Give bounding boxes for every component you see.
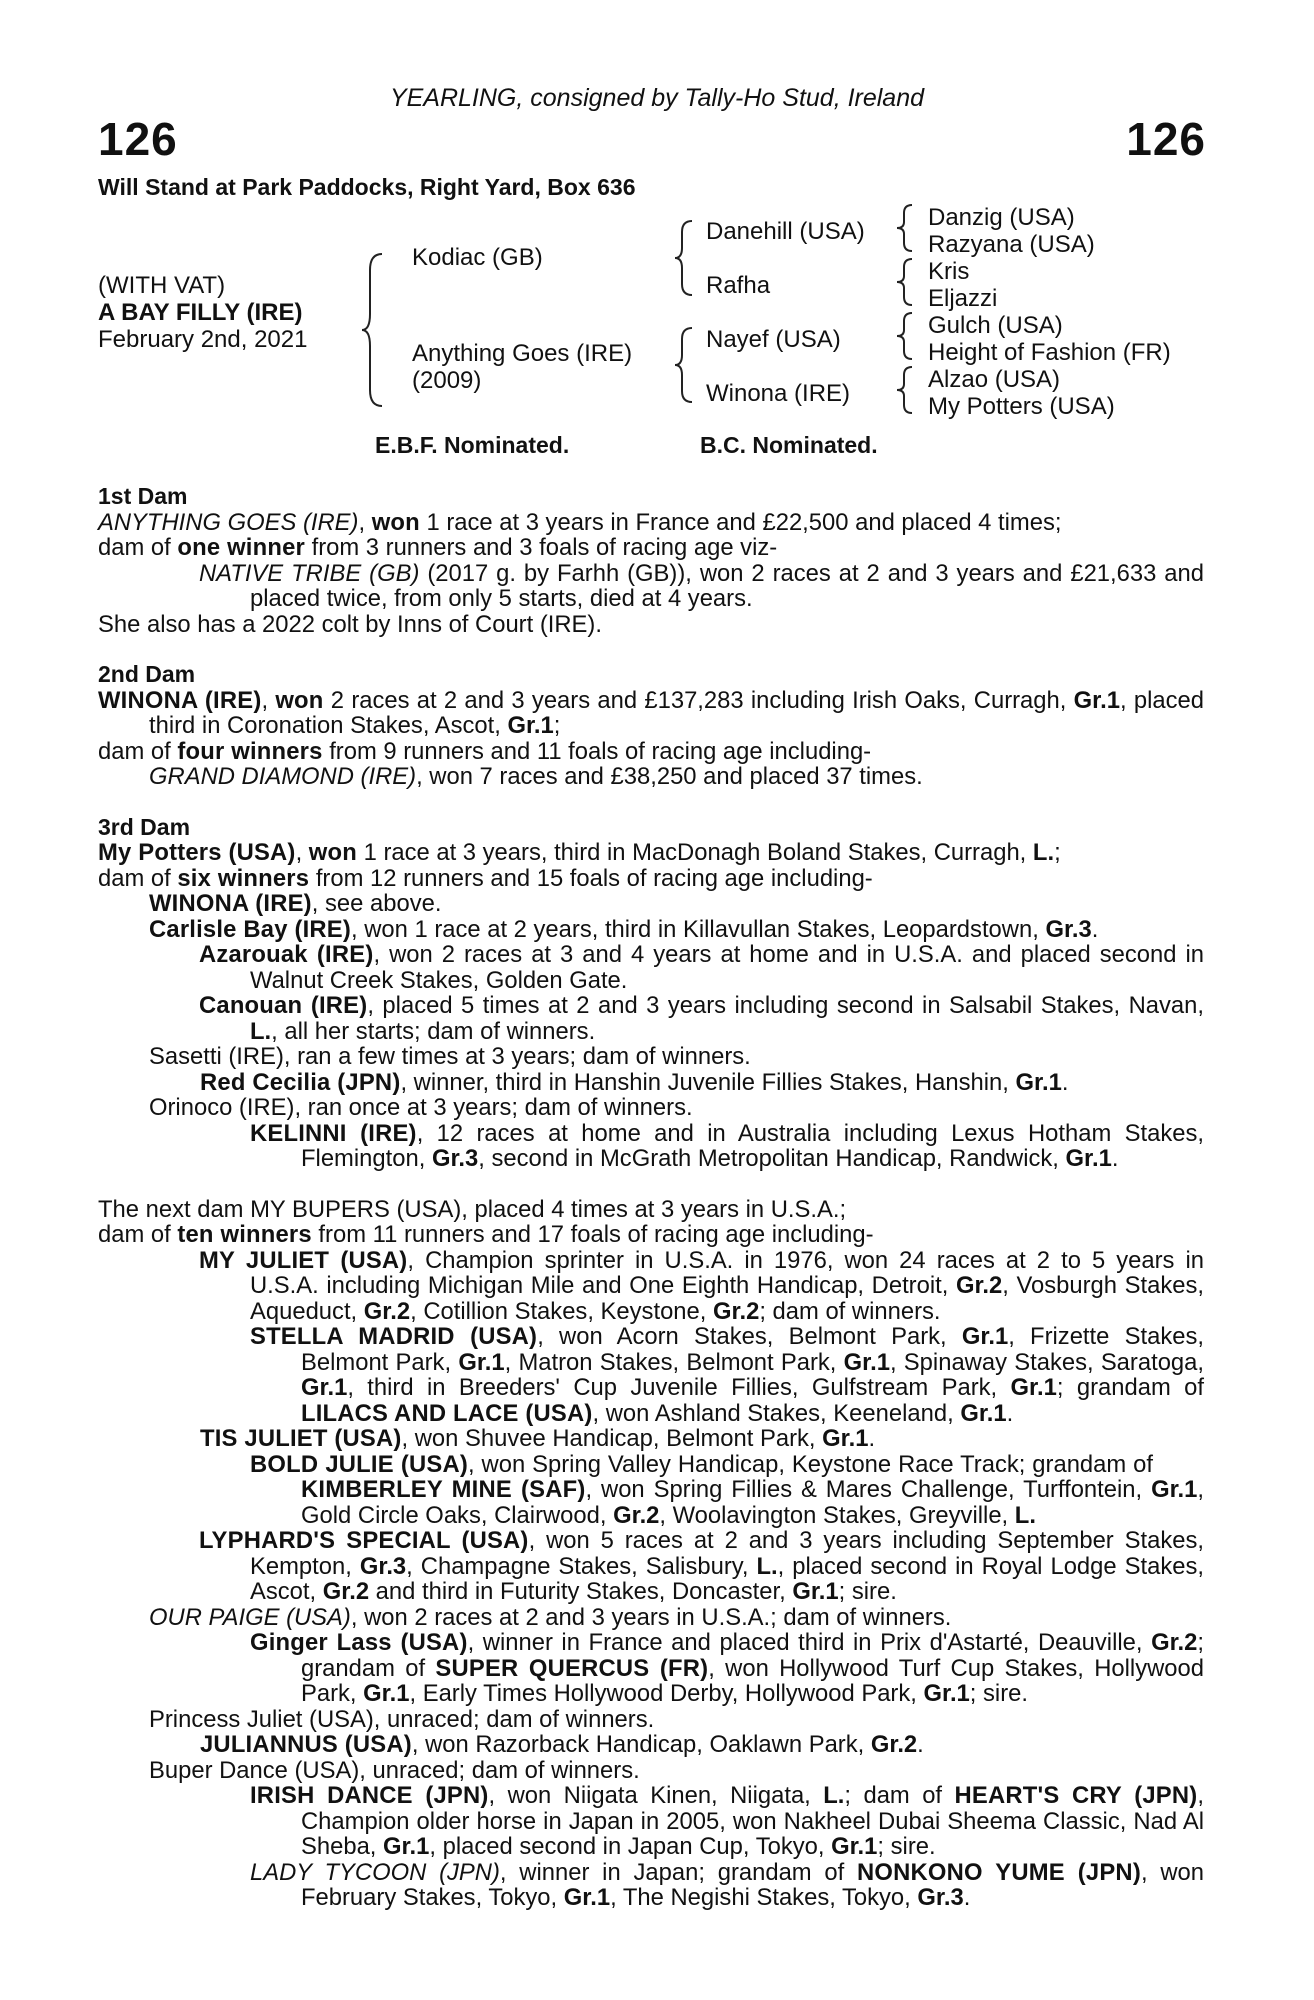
ggp-gulch: Gulch (USA)	[928, 312, 1063, 339]
next-dam-text: The next dam MY BUPERS (USA), placed 4 times at 3 years in U.S.A.;	[98, 1195, 847, 1223]
dam-name: Anything Goes (IRE)	[412, 340, 633, 367]
ggp-danzig: Danzig (USA)	[928, 204, 1075, 231]
dam-year: (2009)	[412, 367, 482, 394]
dam-dam: Winona (IRE)	[706, 380, 851, 407]
dam-brace	[672, 325, 698, 405]
sire-name: Kodiac (GB)	[412, 244, 543, 271]
bc-nominated: B.C. Nominated.	[700, 432, 878, 458]
foaled-date: February 2nd, 2021	[98, 326, 308, 353]
brace-3	[894, 310, 918, 362]
stand-location: Will Stand at Park Paddocks, Right Yard, Box 636	[98, 174, 636, 200]
dam-sire: Nayef (USA)	[706, 326, 841, 353]
vat-note: (WITH VAT)	[98, 272, 226, 299]
sire-sire: Danehill (USA)	[706, 218, 865, 245]
lot-number-right: 126	[1126, 113, 1206, 165]
second-dam-heading: 2nd Dam	[98, 661, 196, 687]
brace-1	[894, 202, 918, 254]
first-dam-heading: 1st Dam	[98, 483, 188, 509]
brace-4	[894, 364, 918, 416]
brace-2	[894, 256, 918, 308]
ebf-nominated: E.B.F. Nominated.	[375, 432, 570, 458]
produce-grand-diamond: GRAND DIAMOND (IRE), won 7 races and £38,250 and placed 37 times.	[149, 763, 923, 790]
second-dam-text: WINONA (IRE), won 2 races at 2 and 3 years and £137,283 including Irish Oaks, Curragh, Gr.1, placed third in Coronation Stakes, Ascot, Gr.1;	[98, 686, 1204, 739]
sire-brace	[672, 218, 698, 298]
produce-native-tribe: NATIVE TRIBE (GB) (2017 g. by Farhh (GB)), won 2 races at 2 and 3 years and £21,633 and placed twice, from only 5 starts, died at 4 years.	[199, 559, 1205, 612]
ggp-razyana: Razyana (USA)	[928, 231, 1095, 258]
third-dam-heading: 3rd Dam	[98, 813, 191, 840]
ggp-my-potters: My Potters (USA)	[928, 393, 1115, 420]
third-dam-text: My Potters (USA), won 1 race at 3 years, third in MacDonagh Boland Stakes, Curragh, L.;	[98, 839, 1061, 866]
ggp-kris: Kris	[928, 258, 970, 285]
lot-number-left: 126	[98, 113, 178, 165]
produce-record: 1st Dam ANYTHING GOES (IRE), won 1 race at 3 years in France and £22,500 and placed 4 times; dam of one winner from 3 runners and 3 foals of racing age viz- NATIVE TRIBE (GB) (2017 g. by Farhh (GB)), won 2 races at 2 and 3 years and £21,633 and placed twice, from only 5 starts, died at 4 years. She also has a 2022 colt by Inns of Court (IRE). 2nd Dam WINONA (IRE), won 2 races at 2 and 3 years and £137,283 including Irish Oaks, Curragh, Gr.1, placed third in Coronation Stakes, Ascot, Gr.1; dam of four winners from 9 runners and 11 foals of racing age including- GRAND DIAMOND (IRE), won 7 races and £38,250 and placed 37 times. 3rd Dam My Potters (USA), won 1 race at 3 years, third in MacDonagh Boland Stakes, Curragh, L.; dam of six winners from 12 runners and 15 foals of racing age including- WINONA (IRE), see above. Carlisle Bay (IRE), won 1 race at 2 years, third in Killavullan Stakes, Leopardstown, Gr.3. Azarouak (IRE), won 2 races at 3 and 4 years at home and in U.S.A. and placed second in Walnut Creek Stakes, Golden Gate. Canouan (IRE), placed 5 times at 2 and 3 years including second in Salsabil Stakes, Navan, L., all her starts; dam of winners. Sasetti (IRE), ran a few times at 3 years; dam of winners. Red Cecilia (JPN), winner, third in Hanshin Juvenile Fillies Stakes, Hanshin, Gr.1. Orinoco (IRE), ran once at 3 years; dam of winners. KELINNI (IRE), 12 races at home and in Australia including Lexus Hotham Stakes, Flemington, Gr.3, second in McGrath Metropolitan Handicap, Randwick, Gr.1. The next dam MY BUPERS (USA), placed 4 times at 3 years in U.S.A.; dam of ten winners from 11 runners and 17 foals of racing age including- MY JULIET (USA), Champion sprinter in U.S.A. in 1976, won 24 races at 2 to 5 years in U.S.A. including Michigan Mile and One Eighth Handicap, Detroit, Gr.2, Vosburgh Stakes, Aqueduct, Gr.2, Cotillion Stakes, Keystone, Gr.2; dam of winners. STELLA MADRID (USA), won Acorn Stakes, Belmont Park, Gr.1, Frizette Stakes, Belmont Park, Gr.1, Matron Stakes, Belmont Park, Gr.1, Spinaway Stakes, Saratoga, Gr.1, third in Breeders' Cup Juvenile Fillies, Gulfstream Park, Gr.1; grandam of LILACS AND LACE (USA), won Ashland Stakes, Keeneland, Gr.1. TIS JULIET (USA), won Shuvee Handicap, Belmont Park, Gr.1. BOLD JULIE (USA), won Spring Valley Handicap, Keystone Race Track; grandam of KIMBERLEY MINE (SAF), won Spring Fillies & Mares Challenge, Turffontein, Gr.1, Gold Circle Oaks, Clairwood, Gr.2, Woolavington Stakes, Greyville, L. LYPHARD'S SPECIAL (USA), won 5 races at 2 and 3 years including September Stakes, Kempton, Gr.3, Champagne Stakes, Salisbury, L., placed second in Royal Lodge Stakes, Ascot, Gr.2 and third in Futurity Stakes, Doncaster, Gr.1; sire. OUR PAIGE (USA), won 2 races at 2 and 3 years in U.S.A.; dam of winners. Ginger Lass (USA), winner in France and placed third in Prix d'Astarté, Deauville, Gr.2; grandam of SUPER QUERCUS (FR), won Hollywood Turf Cup Stakes, Hollywood Park, Gr.1, Early Times Hollywood Derby, Hollywood Park, Gr.1; sire. Princess Juliet (USA), unraced; dam of winners. JULIANNUS (USA), won Razorback Handicap, Oaklawn Park, Gr.2. Buper Dance (USA), unraced; dam of winners. IRISH DANCE (JPN), won Niigata Kinen, Niigata, L.; dam of HEART'S CRY (JPN), Champion older horse in Japan in 2005, won Nakheel Dubai Sheema Classic, Nad Al Sheba, Gr.1, placed second in Japan Cup, Tokyo, Gr.1; sire. LADY TYCOON (JPN), winner in Japan; grandam of NONKONO YUME (JPN), won February Stakes, Tokyo, Gr.1, The Negishi Stakes, Tokyo, Gr.3.	[98, 483, 1205, 1911]
subject-name: A BAY FILLY (IRE)	[98, 299, 303, 326]
first-dam-text: ANYTHING GOES (IRE), won 1 race at 3 years in France and £22,500 and placed 4 times;	[98, 508, 1062, 536]
ggp-alzao: Alzao (USA)	[928, 366, 1061, 393]
sire-dam: Rafha	[706, 272, 771, 299]
consignment-line: YEARLING, consigned by Tally-Ho Stud, Ireland	[389, 84, 925, 112]
subject-brace	[360, 250, 390, 410]
ggp-height-of-fashion: Height of Fashion (FR)	[928, 339, 1171, 366]
ggp-eljazzi: Eljazzi	[928, 285, 998, 312]
